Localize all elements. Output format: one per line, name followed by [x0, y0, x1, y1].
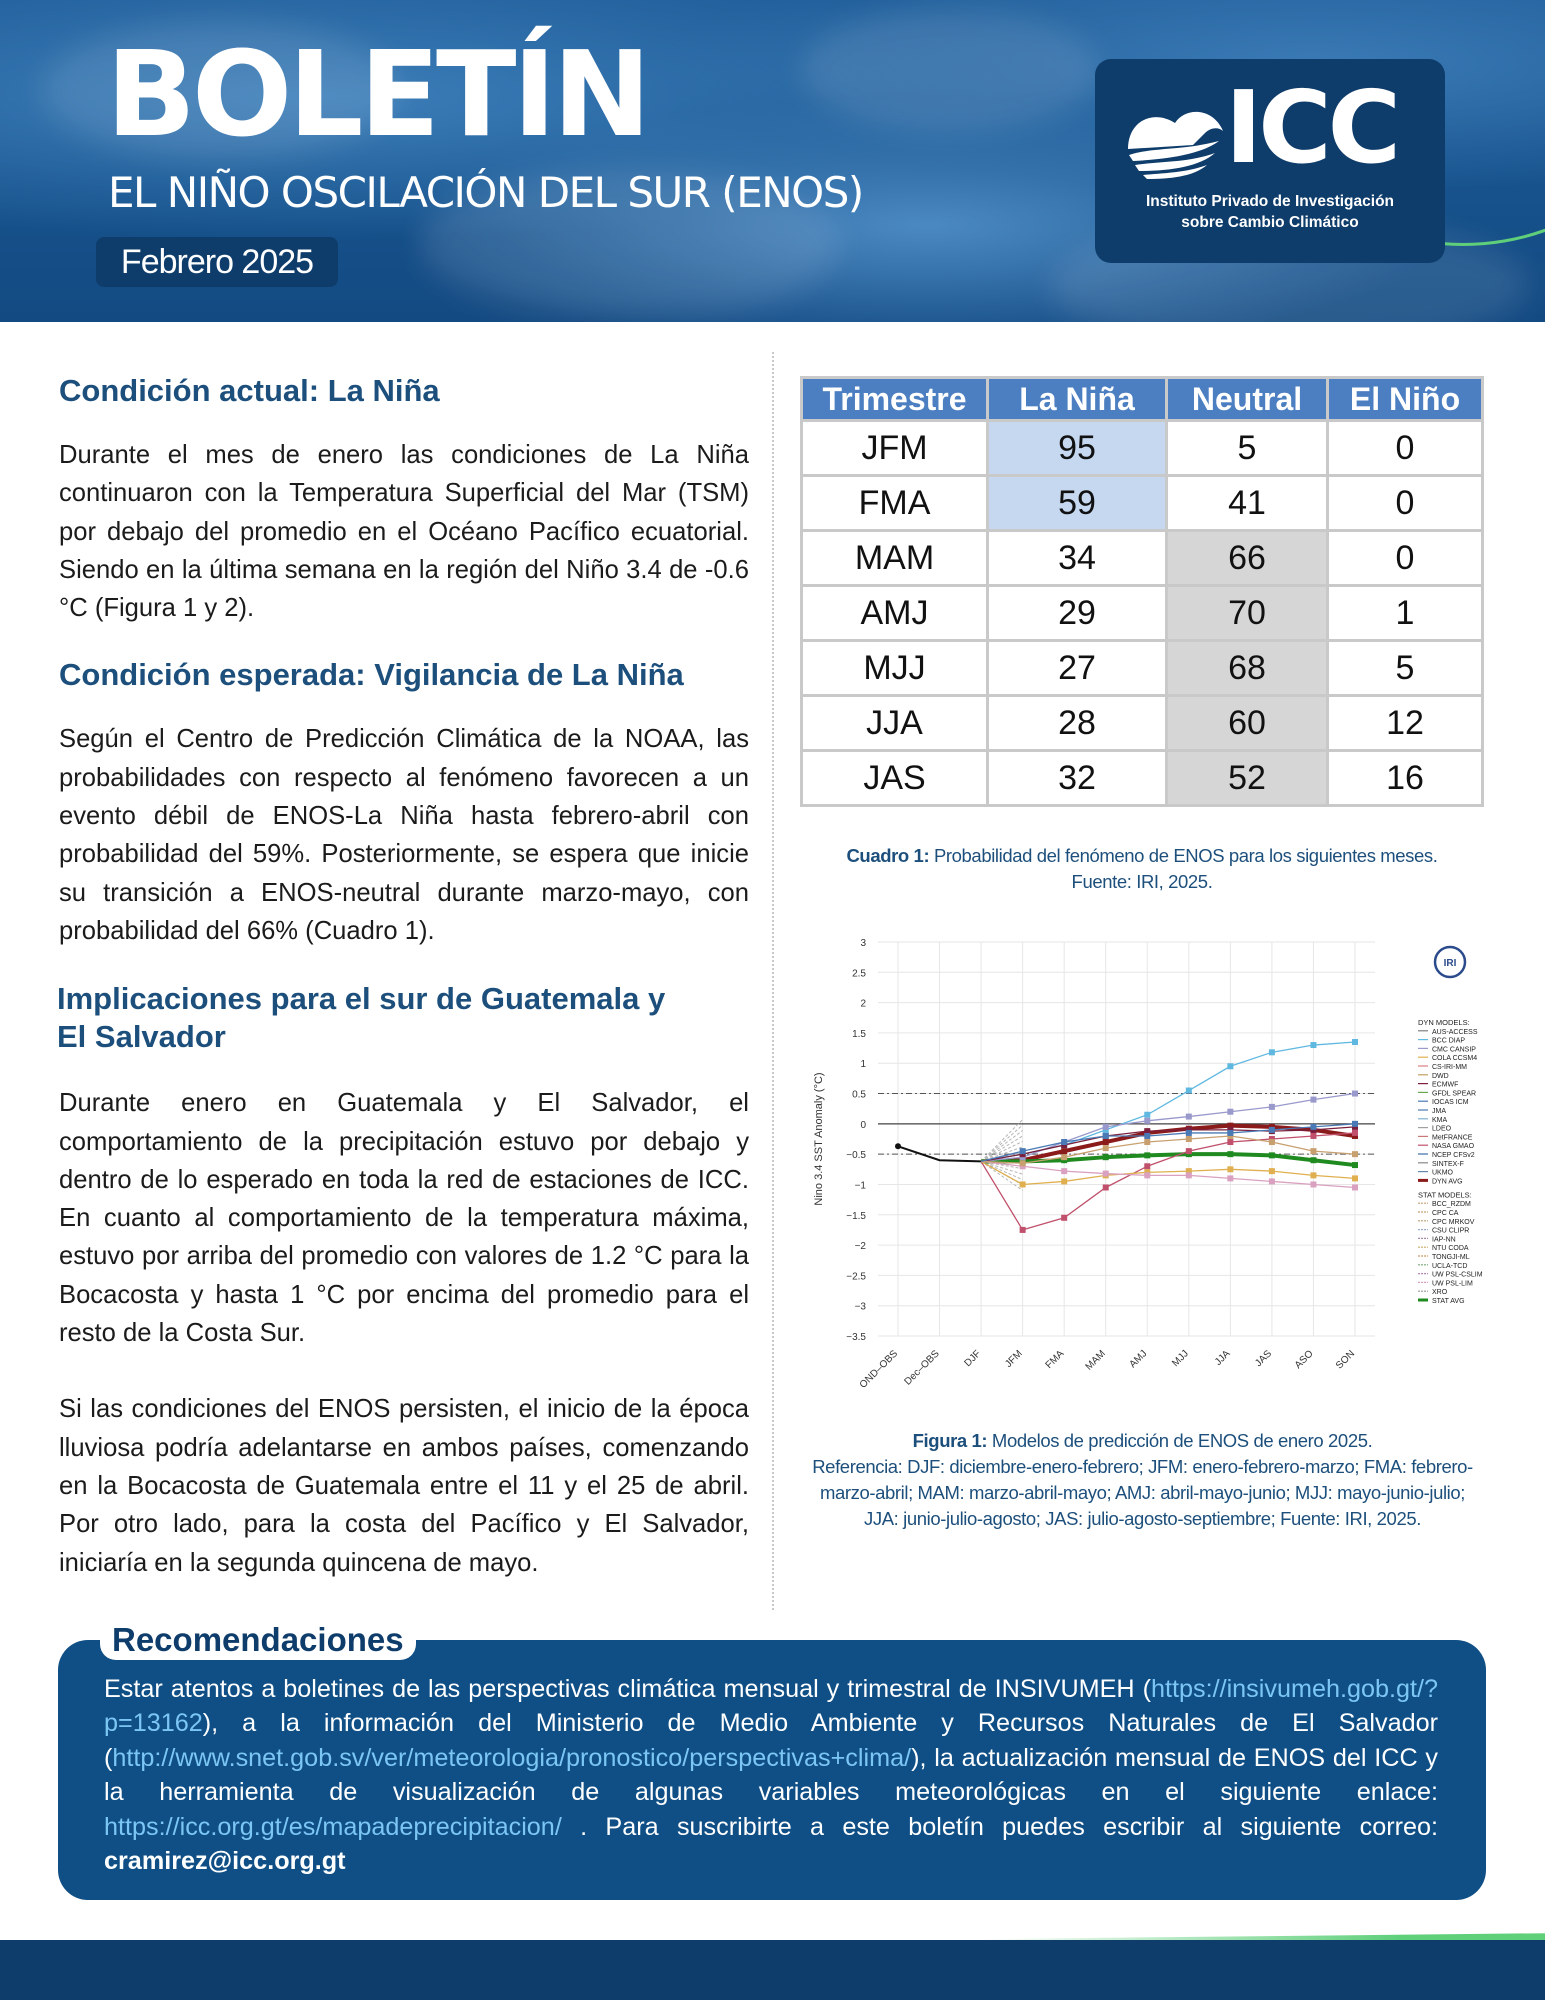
series-point — [1310, 1148, 1316, 1154]
y-tick-label: 1.5 — [852, 1028, 866, 1040]
legend-entry: CPC CA — [1432, 1210, 1459, 1217]
y-tick-label: −2.5 — [846, 1271, 866, 1283]
paragraph-actual: Durante el mes de enero las condiciones de La Niña continuaron con la Temperatura Superficial del Mar (TSM) por debajo del promedio en el Océano Pacífico ecuatorial. Siendo en la última semana en la región del Niño 3.4 de -0.6 °C (Figura 1 y 2). — [59, 441, 749, 623]
series-point — [1103, 1145, 1109, 1151]
caption-text: Modelos de predicción de ENOS de enero 2025. — [987, 1430, 1373, 1451]
y-tick-label: 3 — [860, 938, 866, 949]
series-point — [1186, 1088, 1192, 1094]
series-point — [1269, 1178, 1275, 1184]
series-point — [1310, 1133, 1316, 1139]
table-cell: MAM — [802, 531, 988, 586]
insivumeh-link[interactable]: https://insivumeh.gob.gt/?p=13162 — [104, 1675, 1438, 1738]
table-cell: 60 — [1167, 696, 1328, 751]
series-point — [1227, 1130, 1233, 1136]
legend-entry: CSU CLIPR — [1432, 1227, 1470, 1235]
table-cell: 34 — [988, 531, 1167, 586]
legend-entry: NCEP CFSv2 — [1432, 1152, 1475, 1159]
y-tick-label: 0.5 — [852, 1089, 866, 1101]
series-point — [1310, 1157, 1316, 1163]
date-badge: Febrero 2025 — [96, 237, 338, 287]
x-tick-label: MAM — [1083, 1348, 1108, 1373]
legend-entry: UW PSL-CSLIM — [1432, 1271, 1483, 1279]
y-tick-label: 2.5 — [852, 968, 866, 980]
legend-entry: NASA GMAO — [1432, 1143, 1475, 1151]
table-cell: 0 — [1328, 476, 1483, 531]
y-tick-label: −3 — [854, 1301, 866, 1313]
table-cell: 59 — [988, 476, 1167, 531]
table-row — [802, 641, 1483, 696]
y-tick-label: −3.5 — [846, 1332, 866, 1343]
caption-label: Cuadro 1: — [846, 845, 930, 866]
table-cell: JFM — [802, 421, 988, 476]
legend-entry: SINTEX-F — [1432, 1160, 1464, 1168]
x-tick-label: JAS — [1253, 1348, 1275, 1370]
series-point — [1269, 1104, 1275, 1110]
series-point — [1186, 1148, 1192, 1154]
paragraph-implicaciones-1: Durante enero en Guatemala y El Salvador, el comportamiento de la precipitación estuvo por debajo y dentro de lo esperado en toda la red de estaciones de ICC. En cuanto al comportamiento de la temperatura máxima, estuvo por arriba del promedio con valores de 1.2 °C para la Bocacosta y hasta 1 °C por encima del promedio para el resto de la Costa Sur. — [59, 1089, 749, 1348]
series-point — [1020, 1160, 1026, 1166]
observed-point — [895, 1143, 901, 1149]
series-point — [1269, 1049, 1275, 1055]
section-title-line: Implicaciones para el sur de Guatemala y — [57, 981, 666, 1017]
column-divider — [772, 352, 774, 1610]
footer-band — [0, 1940, 1545, 2000]
x-tick-label: AMJ — [1127, 1348, 1150, 1371]
series-point — [1269, 1139, 1275, 1145]
series-point — [1061, 1178, 1067, 1184]
legend-entry: TONGJI-ML — [1432, 1254, 1470, 1261]
series-point — [1103, 1184, 1109, 1190]
table-cell: 32 — [988, 751, 1167, 806]
table-cell: 0 — [1328, 531, 1483, 586]
table-cell: 70 — [1167, 586, 1328, 641]
legend-entry: KMA — [1432, 1116, 1448, 1124]
series-point — [1061, 1154, 1067, 1160]
table-row — [802, 586, 1483, 641]
caption-line — [800, 843, 1484, 869]
legend-entry: NTU CODA — [1432, 1245, 1469, 1253]
paragraph-esperada: Según el Centro de Predicción Climática de la NOAA, las probabilidades con respecto al fenómeno favorecen a un evento débil de ENOS-La Niña hasta febrero-abril con probabilidad del 59%. Posteriormente, se espera que inicie su transición a ENOS-neutral durante marzo-mayo, con probabilidad del 66% (Cuadro 1). — [59, 725, 749, 945]
series-point — [1144, 1133, 1150, 1139]
recommendations-title: Recomendaciones — [100, 1618, 416, 1660]
series-point — [1310, 1172, 1316, 1178]
reco-text-part: . Para suscribirte a este boletín puedes escribir al siguiente correo: — [561, 1812, 1438, 1841]
x-tick-label: FMA — [1043, 1348, 1067, 1372]
legend-stat-title: STAT MODELS: — [1418, 1190, 1472, 1200]
x-tick-label: DJF — [962, 1348, 984, 1370]
x-tick-label: OND–OBS — [857, 1348, 901, 1391]
y-tick-label: 1 — [860, 1059, 866, 1071]
table-cell: 5 — [1167, 421, 1328, 476]
caption-line: Referencia: DJF: diciembre-enero-febrero; JFM: enero-febrero-marzo; FMA: febrero- — [812, 1456, 1473, 1477]
table-row — [802, 476, 1483, 531]
legend-entry: XRO — [1432, 1289, 1448, 1297]
table-cell: 28 — [988, 696, 1167, 751]
reco-text-part: ), la actualización mensual de ENOS del ICC y la herramienta de visualización de algunas variables meteorológicas en el siguiente enlace: — [104, 1743, 1438, 1807]
series-point — [1103, 1171, 1109, 1177]
series-point — [1227, 1166, 1233, 1172]
legend-entry: GFDL SPEAR — [1432, 1090, 1477, 1098]
recommendations-text — [104, 1672, 1438, 1878]
legend-entry: DYN AVG — [1432, 1178, 1463, 1186]
table-cell: AMJ — [802, 586, 988, 641]
legend-entry: IOCAS ICM — [1432, 1099, 1469, 1107]
legend-entry: CMC CANSIP — [1432, 1046, 1476, 1054]
series-point — [1144, 1152, 1150, 1158]
y-tick-label: −1 — [854, 1180, 866, 1192]
legend-entry: AUS-ACCESS — [1432, 1028, 1478, 1036]
series-point — [1227, 1109, 1233, 1115]
series-point — [1352, 1091, 1358, 1097]
series-point — [1227, 1139, 1233, 1145]
logo-letters: ICC — [1225, 69, 1397, 186]
table-row — [802, 751, 1483, 806]
caption-label: Figura 1: — [912, 1430, 988, 1451]
series-point — [1103, 1154, 1109, 1160]
caption-line: JJA: junio-julio-agosto; JAS: julio-agosto-septiembre; Fuente: IRI, 2025. — [864, 1508, 1421, 1529]
table-cell: 41 — [1167, 476, 1328, 531]
caption-text: Probabilidad del fenómeno de ENOS para los siguientes meses. — [929, 845, 1438, 866]
legend-entry: IAP-NN — [1432, 1236, 1456, 1244]
caption-line: Fuente: IRI, 2025. — [1071, 871, 1213, 892]
table-cell: 68 — [1167, 641, 1328, 696]
series-point — [1352, 1121, 1358, 1127]
series-point — [1186, 1114, 1192, 1120]
table-cell: 5 — [1328, 641, 1483, 696]
table-cell: 95 — [988, 421, 1167, 476]
series-point — [1310, 1124, 1316, 1130]
series-point — [1103, 1133, 1109, 1139]
paragraph-implicaciones-2: Si las condiciones del ENOS persisten, el inicio de la época lluviosa podría adelantarse en ambos países, comenzando en la Bocacosta de Guatemala entre el 11 y el 25 de abril. Por otro lado, para la costa del Pacífico y El Salvador, iniciaría en la segunda quincena de mayo. — [59, 1395, 749, 1577]
y-tick-label: 0 — [860, 1119, 866, 1131]
enso-forecast-chart — [800, 926, 1490, 1406]
table-header-cell: Trimestre — [802, 378, 988, 421]
table-cell: JJA — [802, 696, 988, 751]
chart-svg — [800, 926, 1490, 1406]
caption-line: marzo-abril; MAM: marzo-abril-mayo; AMJ: abril-mayo-junio; MJJ: mayo-junio-julio; — [819, 1482, 1466, 1503]
legend-entry: UW PSL-LIM — [1432, 1280, 1473, 1288]
x-tick-label: JFM — [1003, 1348, 1025, 1370]
series-point — [1310, 1042, 1316, 1048]
series-point — [1103, 1139, 1109, 1145]
legend-entry: CS-IRI-MM — [1432, 1064, 1467, 1071]
icc-logo — [1095, 59, 1445, 263]
cloud-logo-icon — [1123, 101, 1233, 181]
section-label: Condición actual: — [59, 373, 328, 408]
page-title: BOLETÍN — [106, 25, 648, 163]
y-tick-label: −1.5 — [846, 1210, 866, 1222]
y-axis-label: Nino 3.4 SST Anomaly (°C) — [813, 1072, 825, 1206]
table-cell: 1 — [1328, 586, 1483, 641]
page-subtitle: EL NIÑO OSCILACIÓN DEL SUR (ENOS) — [108, 168, 863, 217]
table-cell: JAS — [802, 751, 988, 806]
section-title-implicaciones — [57, 980, 749, 1056]
y-tick-label: 2 — [860, 998, 866, 1010]
table-header-cell: El Niño — [1328, 378, 1483, 421]
series-point — [1020, 1181, 1026, 1187]
section-title-actual — [59, 372, 749, 410]
series-point — [1061, 1215, 1067, 1221]
table-header-row — [802, 378, 1483, 421]
reco-text-part: Estar atentos a boletines de las perspectivas climática mensual y trimestral de INSIVUMEH ( — [104, 1675, 1151, 1703]
table-cell: 0 — [1328, 421, 1483, 476]
series-point — [1269, 1152, 1275, 1158]
legend-dyn-title: DYN MODELS: — [1418, 1018, 1470, 1027]
series-point — [1186, 1136, 1192, 1142]
header-banner — [0, 0, 1545, 322]
section-value: Vigilancia de La Niña — [374, 657, 684, 693]
series-point — [1144, 1172, 1150, 1178]
legend-entry: BCC_RZDM — [1432, 1201, 1471, 1209]
legend-entry: UKMO — [1432, 1169, 1453, 1177]
table-caption — [800, 843, 1484, 895]
table-cell: 52 — [1167, 751, 1328, 806]
logo-subtitle — [1095, 191, 1445, 233]
series-point — [1310, 1181, 1316, 1187]
legend-entry: MetFRANCE — [1432, 1134, 1473, 1142]
series-point — [1103, 1124, 1109, 1130]
legend-entry: JMA — [1432, 1108, 1446, 1115]
series-point — [1144, 1163, 1150, 1169]
table-cell: FMA — [802, 476, 988, 531]
series-point — [1144, 1139, 1150, 1145]
series-point — [1269, 1168, 1275, 1174]
section-label: Condición esperada: — [59, 657, 375, 693]
series-point — [1227, 1063, 1233, 1069]
contact-email[interactable]: cramirez@icc.org.gt — [104, 1847, 346, 1876]
y-tick-label: −0.5 — [846, 1150, 866, 1162]
series-point — [1227, 1175, 1233, 1181]
x-tick-label: Dec–OBS — [902, 1348, 942, 1388]
x-tick-label: MJJ — [1170, 1348, 1191, 1370]
legend-entry: STAT AVG — [1432, 1298, 1465, 1305]
series-point — [1186, 1130, 1192, 1136]
legend-entry: BCC DIAP — [1432, 1037, 1466, 1045]
series-point — [1269, 1127, 1275, 1133]
table-cell: 29 — [988, 586, 1167, 641]
series-point — [1061, 1139, 1067, 1145]
legend-entry: COLA CCSM4 — [1432, 1055, 1478, 1063]
series-point — [1186, 1172, 1192, 1178]
table-header-cell: Neutral — [1167, 378, 1328, 421]
series-point — [1352, 1162, 1358, 1168]
section-title-esperada — [59, 656, 749, 694]
y-tick-label: −2 — [854, 1241, 866, 1253]
legend-entry: DWD — [1432, 1072, 1449, 1080]
series-point — [1352, 1184, 1358, 1190]
series-point — [1020, 1227, 1026, 1233]
series-line — [981, 1161, 1355, 1184]
x-tick-label: ASO — [1292, 1348, 1316, 1372]
logo-subtitle-line: sobre Cambio Climático — [1181, 214, 1359, 231]
x-tick-label: JJA — [1212, 1348, 1233, 1368]
series-point — [1352, 1130, 1358, 1136]
legend-entry: LDEO — [1432, 1125, 1452, 1133]
table-cell: 27 — [988, 641, 1167, 696]
table-cell: MJJ — [802, 641, 988, 696]
series-point — [1227, 1151, 1233, 1157]
figure-caption — [795, 1428, 1490, 1532]
logo-subtitle-line: Instituto Privado de Investigación — [1145, 193, 1395, 210]
series-point — [1352, 1039, 1358, 1045]
section-value: La Niña — [327, 373, 440, 408]
cloud-decoration — [800, 10, 1100, 130]
series-point — [1061, 1168, 1067, 1174]
table-row — [802, 531, 1483, 586]
table-cell: 12 — [1328, 696, 1483, 751]
reco-text-part: ), a la información del Ministerio de Medio Ambiente y Recursos Naturales de El Salvador ( — [104, 1709, 1438, 1772]
series-point — [1020, 1148, 1026, 1154]
x-tick-label: SON — [1334, 1348, 1358, 1372]
left-column — [59, 372, 749, 1582]
series-point — [1352, 1151, 1358, 1157]
series-point — [1352, 1175, 1358, 1181]
legend-entry: UCLA-TCD — [1432, 1262, 1468, 1270]
series-point — [1144, 1118, 1150, 1124]
series-point — [1310, 1097, 1316, 1103]
table-header-cell: La Niña — [988, 378, 1167, 421]
table-cell: 66 — [1167, 531, 1328, 586]
snet-link[interactable]: http://www.snet.gob.sv/ver/meteorologia/pronostico/perspectivas+clima/ — [112, 1743, 912, 1772]
icc-map-link[interactable]: https://icc.org.gt/es/mapadeprecipitacion/ — [104, 1812, 562, 1841]
legend-entry: CPC MRKOV — [1432, 1218, 1475, 1226]
table-row — [802, 421, 1483, 476]
table-cell: 16 — [1328, 751, 1483, 806]
iri-logo-text: IRI — [1443, 958, 1457, 969]
series-point — [1061, 1148, 1067, 1154]
series-point — [1144, 1112, 1150, 1118]
caption-line — [795, 1428, 1490, 1454]
section-title-line: El Salvador — [57, 1019, 226, 1055]
legend-entry: ECMWF — [1432, 1081, 1459, 1089]
table-row — [802, 696, 1483, 751]
probability-table — [800, 376, 1484, 807]
